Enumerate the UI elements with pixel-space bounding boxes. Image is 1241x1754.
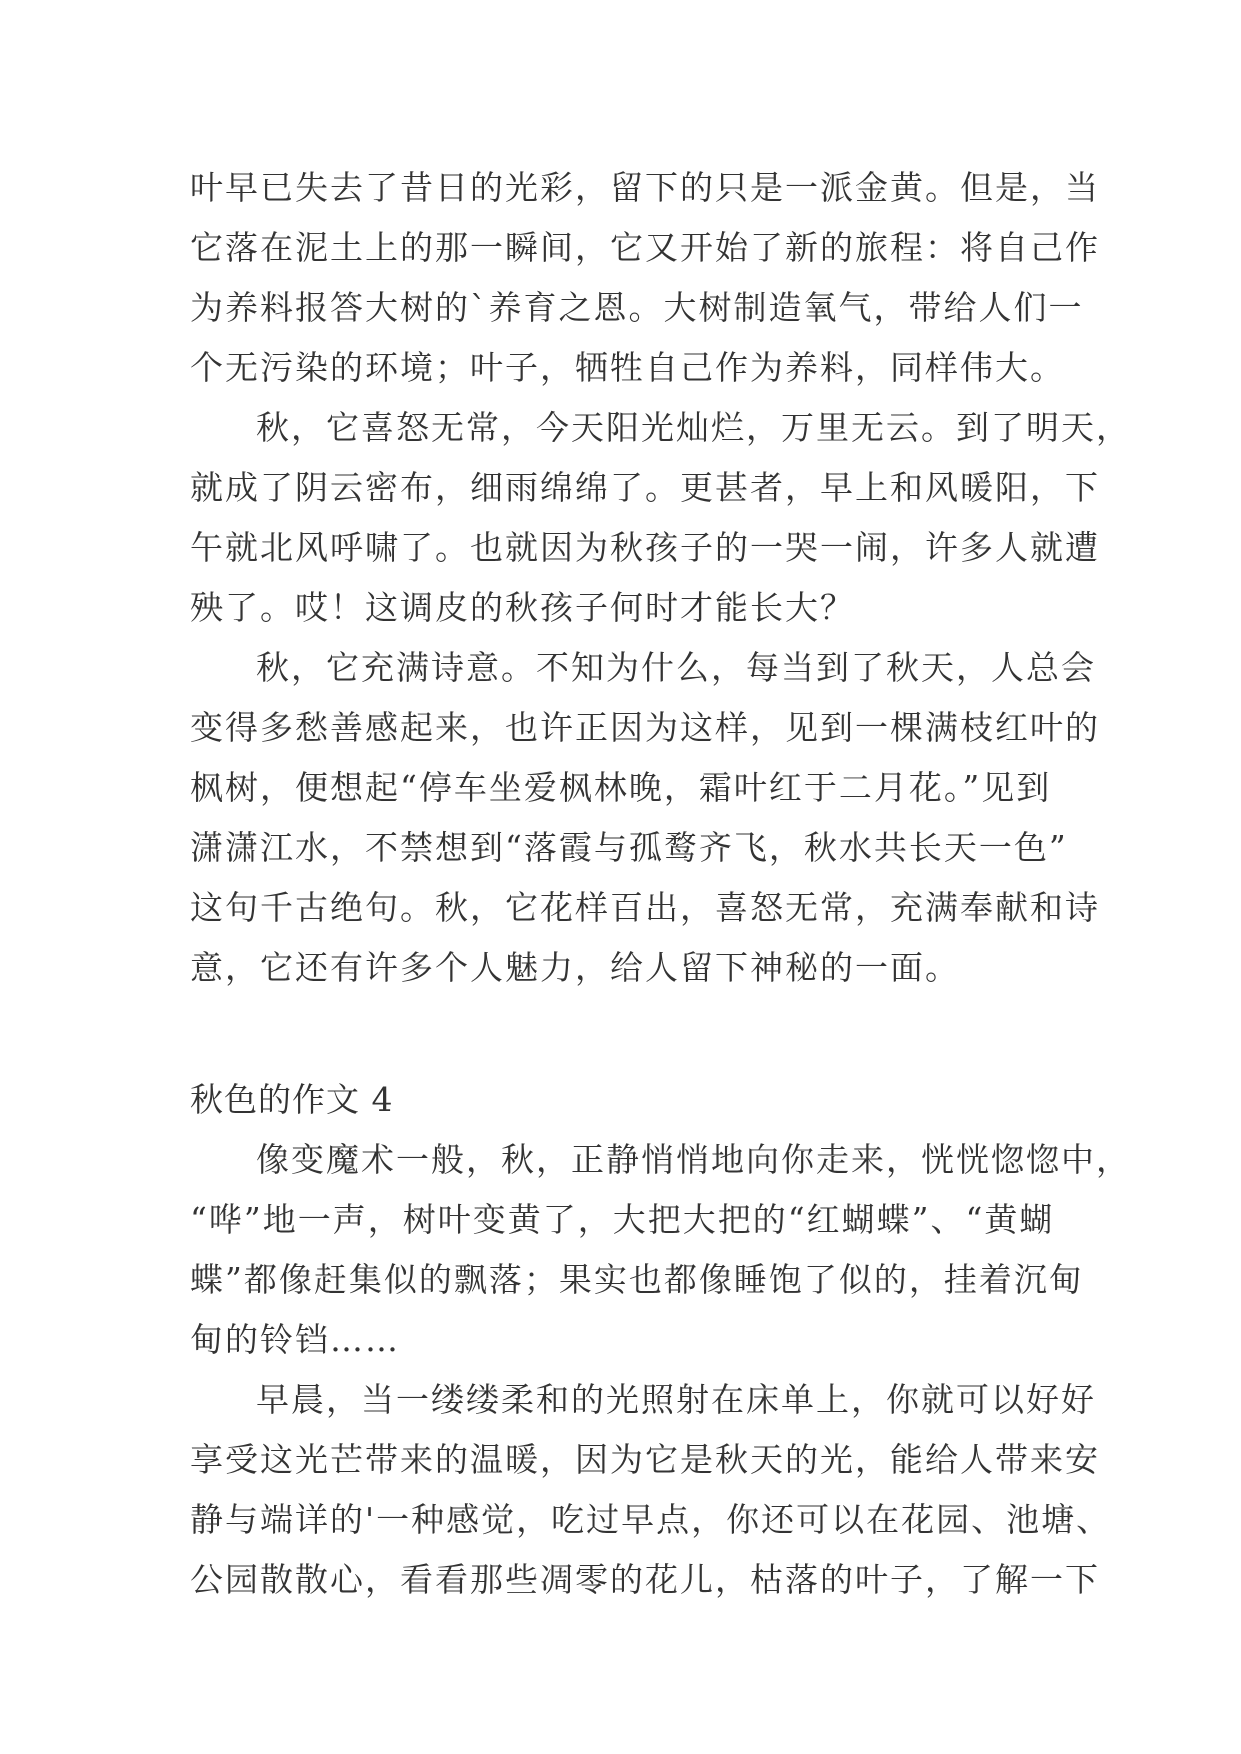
text-line: 个无污染的环境；叶子，牺牲自己作为养料，同样伟大。 [190, 348, 1065, 387]
paragraph-autumn-morning [190, 1370, 1112, 1610]
text-line: “哗”地一声，树叶变黄了，大把大把的“红蝴蝶”、“黄蝴 [190, 1200, 1055, 1239]
text-line: 享受这光芒带来的温暖，因为它是秋天的光，能给人带来安 [190, 1440, 1100, 1479]
text-line: 公园散散心，看看那些凋零的花儿，枯落的叶子，了解一下 [190, 1560, 1100, 1599]
text-line: 蝶”都像赶集似的飘落；果实也都像睡饱了似的，挂着沉甸 [190, 1260, 1084, 1299]
text-line: 静与端详的'一种感觉，吃过早点，你还可以在花园、池塘、 [190, 1500, 1112, 1539]
text-line: 殃了。哎！这调皮的秋孩子何时才能长大？ [190, 588, 855, 627]
text-line: 秋，它充满诗意。不知为什么，每当到了秋天，人总会 [256, 648, 1096, 687]
text-line: 为养料报答大树的`养育之恩。大树制造氧气，带给人们一 [190, 288, 1084, 327]
text-line: 意，它还有许多个人魅力，给人留下神秘的一面。 [190, 948, 960, 987]
text-line: 早晨，当一缕缕柔和的光照射在床单上，你就可以好好 [256, 1380, 1096, 1419]
text-line: 潇潇江水，不禁想到“落霞与孤鹜齐飞，秋水共长天一色” [190, 828, 1068, 867]
text-line: 变得多愁善感起来，也许正因为这样，见到一棵满枝红叶的 [190, 708, 1100, 747]
text-line: 叶早已失去了昔日的光彩，留下的只是一派金黄。但是，当 [190, 168, 1100, 207]
text-line: 午就北风呼啸了。也就因为秋孩子的一哭一闹，许多人就遭 [190, 528, 1100, 567]
document-page [190, 158, 1131, 1610]
essay-heading: 秋色的作文 4 [190, 1080, 394, 1119]
section-spacer [190, 998, 1070, 1070]
paragraph-poetic-autumn [190, 638, 1100, 998]
text-line: 枫树，便想起“停车坐爱枫林晚，霜叶红于二月花。”见到 [190, 768, 1052, 807]
text-line: 这句千古绝句。秋，它花样百出，喜怒无常，充满奉献和诗 [190, 888, 1100, 927]
text-line: 它落在泥土上的那一瞬间，它又开始了新的旅程：将自己作 [190, 228, 1100, 267]
text-line: 秋，它喜怒无常，今天阳光灿烂，万里无云。到了明天， [256, 408, 1131, 447]
text-line: 甸的铃铛…… [190, 1320, 400, 1359]
text-line: 像变魔术一般，秋，正静悄悄地向你走来，恍恍惚惚中， [256, 1140, 1131, 1179]
paragraph-magic-autumn [190, 1130, 1131, 1370]
text-line: 就成了阴云密布，细雨绵绵了。更甚者，早上和风暖阳，下 [190, 468, 1100, 507]
paragraph-fallen-leaf [190, 158, 1100, 398]
paragraph-moody-autumn [190, 398, 1131, 638]
